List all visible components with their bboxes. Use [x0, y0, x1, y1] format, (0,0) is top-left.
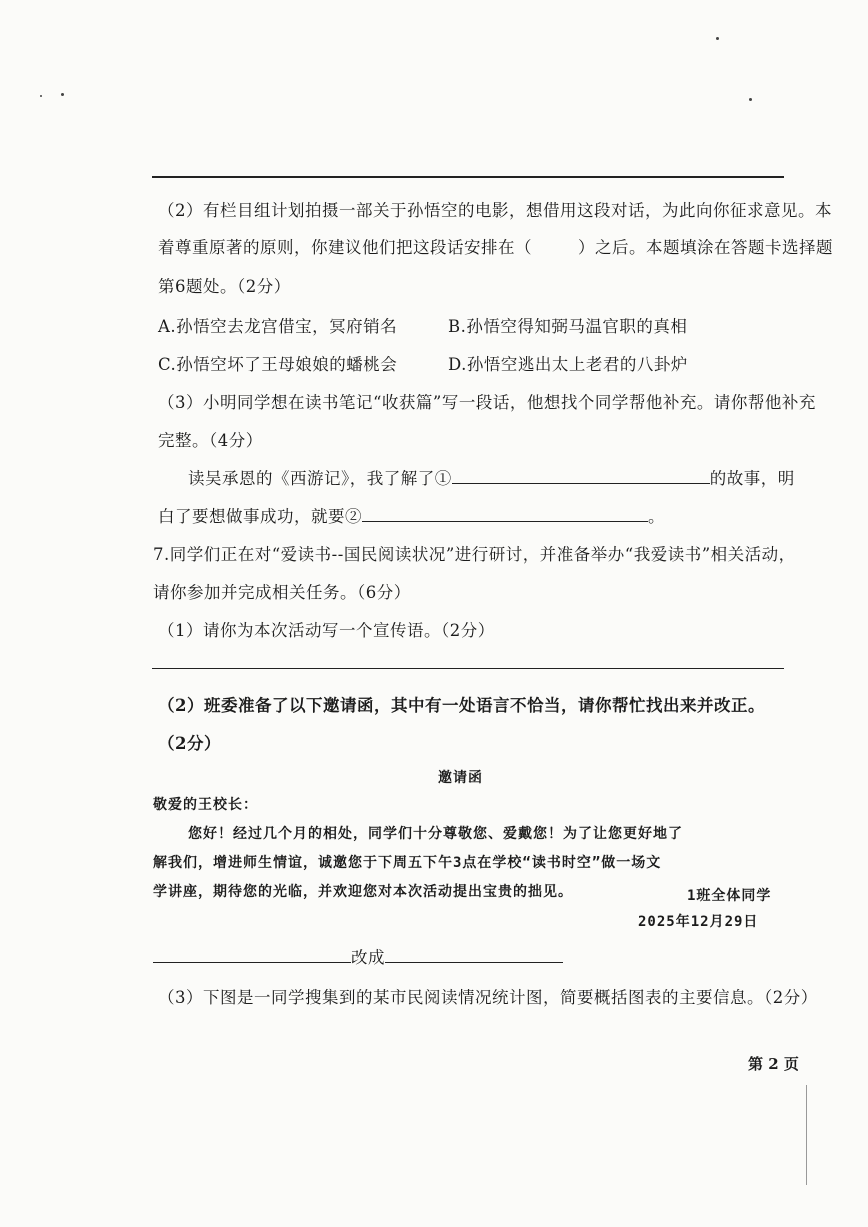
page-number: 第 2 页	[748, 1055, 799, 1073]
scan-page-edge	[806, 1085, 807, 1185]
q7-stem-line2: 请你参加并完成相关任务。（6分）	[153, 583, 411, 602]
q6-part2-line3: 第6题处。（2分）	[158, 277, 291, 296]
q6-part2-line2-a: 着尊重原著的原则，你建议他们把这段话安排在（	[158, 238, 532, 257]
fill-blank-1[interactable]	[452, 469, 710, 484]
q7-part2-line2: （2分）	[158, 734, 221, 753]
q7-part3: （3）下图是一同学搜集到的某市民阅读情况统计图，简要概括图表的主要信息。（2分）	[158, 988, 818, 1007]
option-d[interactable]: D.孙悟空逃出太上老君的八卦炉	[448, 355, 688, 374]
scan-speck	[716, 37, 719, 40]
q7-part2-line1: （2）班委准备了以下邀请函，其中有一处语言不恰当，请你帮忙找出来并改正。	[158, 696, 765, 715]
q6-part3-fill2	[158, 503, 665, 527]
q6-part2-line2-b: ）之后。本题填涂在答题卡选择题	[578, 238, 833, 257]
q6-part2-line2	[158, 234, 833, 258]
fill2-suffix: 。	[648, 507, 665, 526]
letter-body-line1: 您好！经过几个月的相处，同学们十分尊敬您、爱戴您！为了让您更好地了	[188, 826, 683, 842]
scan-speck	[61, 93, 64, 96]
correction-label: 改成	[351, 948, 385, 967]
scan-speck	[40, 95, 42, 97]
fill1-prefix: 读吴承恩的《西游记》，我了解了①	[188, 469, 452, 488]
scan-speck	[749, 98, 752, 101]
q7-stem-line1: 7.同学们正在对“爱读书--国民阅读状况”进行研讨，并准备举办“我爱读书”相关活动，	[153, 545, 796, 564]
fill-blank-2[interactable]	[362, 507, 648, 522]
letter-salutation: 敬爱的王校长：	[153, 797, 258, 813]
q6-part3-line2: 完整。（4分）	[158, 431, 263, 450]
q6-part3-line1: （3）小明同学想在读书笔记“收获篇”写一段话，他想找个同学帮他补充。请你帮他补充	[158, 393, 816, 412]
letter-title: 邀请函	[438, 770, 483, 786]
letter-date: 2025年12月29日	[638, 914, 759, 930]
option-b[interactable]: B.孙悟空得知弼马温官职的真相	[448, 317, 688, 336]
wrong-phrase-blank[interactable]	[153, 948, 351, 963]
q6-part3-fill1	[188, 465, 795, 489]
fill2-prefix: 白了要想做事成功，就要②	[158, 507, 362, 526]
corrected-phrase-blank[interactable]	[385, 948, 563, 963]
option-c[interactable]: C.孙悟空坏了王母娘娘的蟠桃会	[158, 355, 398, 374]
q6-part2-line1: （2）有栏目组计划拍摄一部关于孙悟空的电影，想借用这段对话，为此向你征求意见。本	[158, 201, 832, 220]
letter-signature: 1班全体同学	[687, 888, 772, 904]
correction-row	[153, 944, 563, 968]
q7-part1: （1）请你为本次活动写一个宣传语。（2分）	[158, 621, 495, 640]
slogan-answer-line[interactable]	[152, 668, 784, 669]
fill1-suffix: 的故事，明	[709, 469, 795, 488]
letter-body-line3: 学讲座，期待您的光临，并欢迎您对本次活动提出宝贵的拙见。	[153, 884, 573, 900]
option-a[interactable]: A.孙悟空去龙宫借宝，冥府销名	[158, 317, 398, 336]
letter-body-line2: 解我们，增进师生情谊，诚邀您于下周五下午3点在学校“读书时空”做一场文	[153, 855, 662, 871]
answer-line-previous	[152, 176, 784, 178]
